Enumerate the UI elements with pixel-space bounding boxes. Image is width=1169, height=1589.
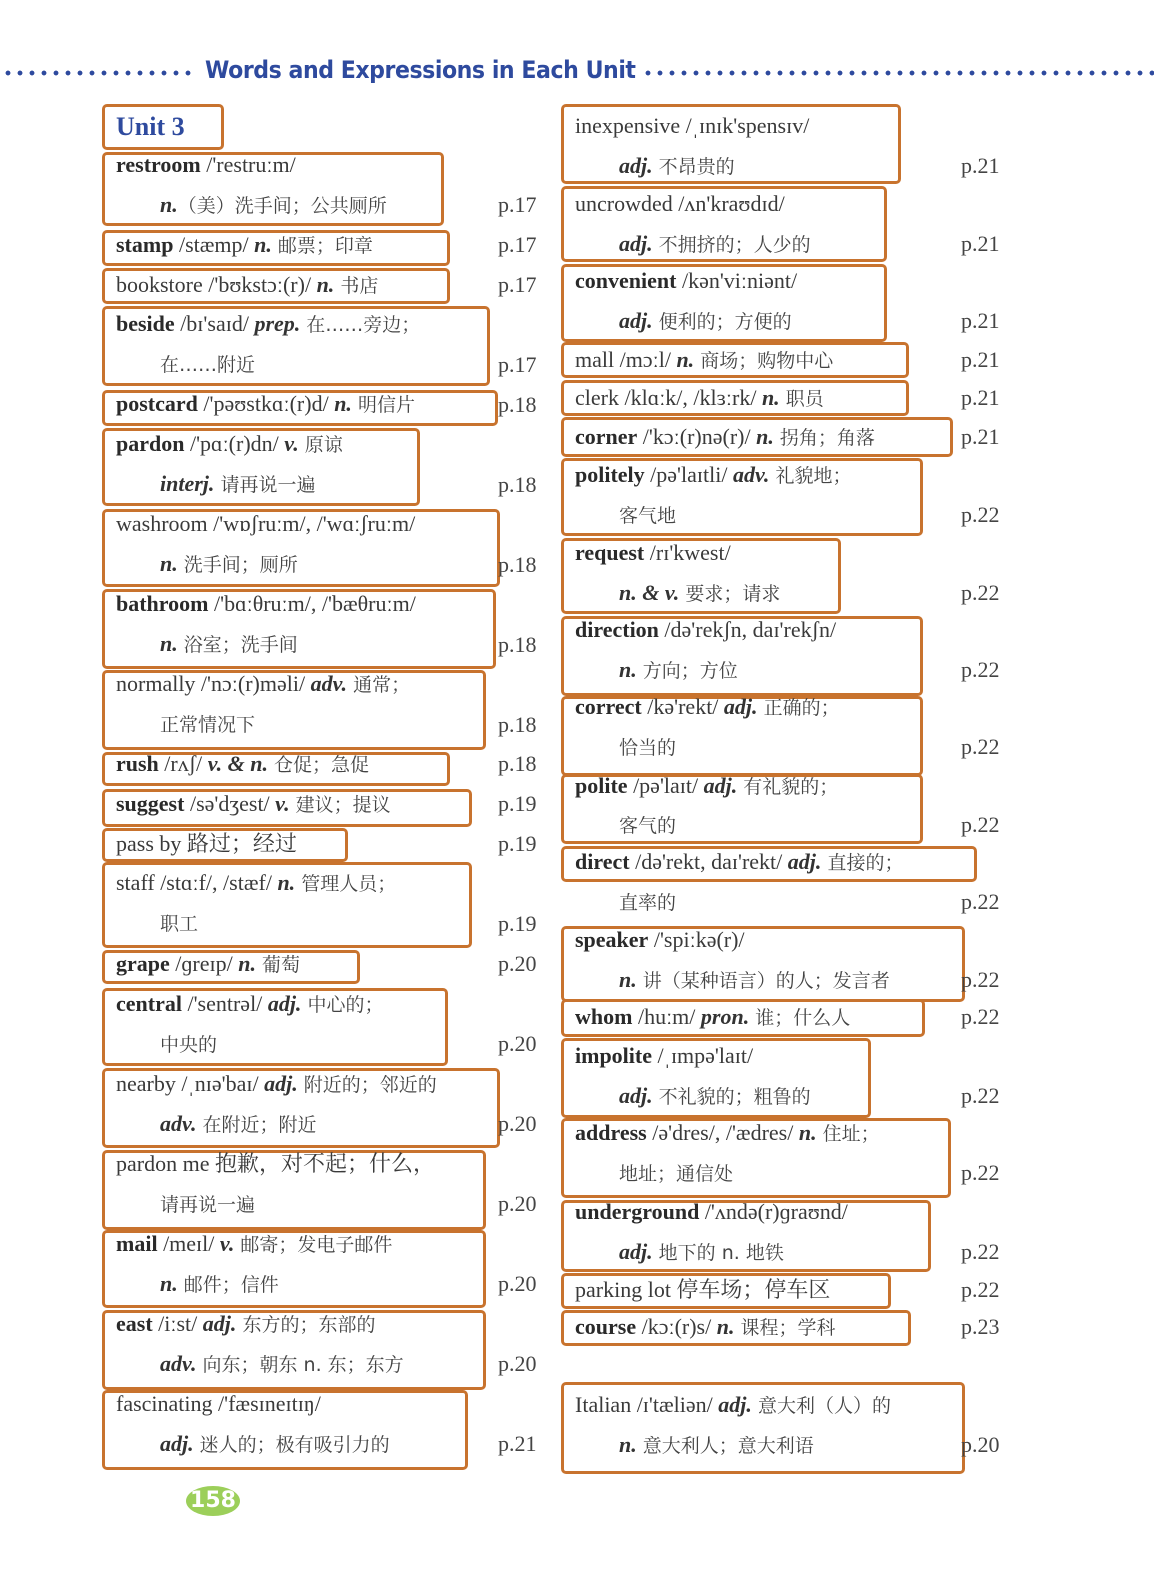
part-of-speech: adv. <box>160 1111 197 1136</box>
headword: convenient <box>575 268 677 293</box>
entry-definition-line <box>160 1431 390 1458</box>
page-reference: p.22 <box>961 1083 1000 1108</box>
entry-headword-line <box>116 232 373 259</box>
part-of-speech: adv. <box>160 1351 197 1376</box>
entry-headword-line <box>575 191 785 218</box>
part-of-speech: n. <box>160 1271 178 1296</box>
page-reference: p.18 <box>498 552 537 577</box>
pronunciation: /kən'viːniənt/ <box>676 268 798 293</box>
entry-headword-line <box>575 1043 753 1070</box>
headword: direction <box>575 617 659 642</box>
part-of-speech: adv. <box>732 462 770 487</box>
entry-headword-line <box>116 831 297 858</box>
entry-headword-line <box>116 791 391 818</box>
definition: 职员 <box>779 388 824 410</box>
page-reference: p.18 <box>498 751 537 776</box>
pronunciation: /meɪl/ <box>157 1231 220 1256</box>
page-reference: p.19 <box>498 911 537 936</box>
pronunciation: inexpensive /ˌɪnɪk'spensɪv/ <box>575 113 810 138</box>
pronunciation: normally /'nɔː(r)məli/ <box>116 671 311 696</box>
definition: 职工 <box>160 913 199 935</box>
section-header <box>0 56 1169 86</box>
entry-headword-line <box>116 511 415 538</box>
pronunciation: parking lot 停车场；停车区 <box>575 1277 831 1302</box>
headword: course <box>575 1314 637 1339</box>
entry-definition-line <box>160 1111 317 1138</box>
page-reference: p.19 <box>498 831 537 856</box>
entry-definition-line <box>619 580 780 607</box>
page-reference: p.20 <box>498 951 537 976</box>
page-reference: p.22 <box>961 657 1000 682</box>
page-reference: p.17 <box>498 192 537 217</box>
headword: east <box>116 1311 153 1336</box>
definition: 向东；朝东 n. 东；东方 <box>196 1354 404 1376</box>
definition: 原谅 <box>298 434 343 456</box>
part-of-speech: adj. <box>267 991 302 1016</box>
definition: 不昂贵的 <box>652 156 735 178</box>
page-reference: p.22 <box>961 502 1000 527</box>
definition: 意大利人；意大利语 <box>636 1435 814 1457</box>
entry-headword-line <box>116 1311 375 1338</box>
definition: 葡萄 <box>255 954 300 976</box>
entry-headword-line <box>575 268 797 295</box>
page-reference: p.18 <box>498 392 537 417</box>
pronunciation: /də'rekʃn, daɪ'rekʃn/ <box>658 617 837 642</box>
entry-headword-line <box>116 431 343 458</box>
pronunciation: /'restruːm/ <box>200 152 296 177</box>
part-of-speech: v. & n. <box>207 751 268 776</box>
definition: （美）洗手间；公共厕所 <box>177 195 387 217</box>
part-of-speech: n. <box>254 232 272 257</box>
entry-headword-line <box>116 951 300 978</box>
headword: mail <box>116 1231 158 1256</box>
entry-headword-line <box>575 849 903 876</box>
definition: 附近的；邻近的 <box>297 1074 437 1096</box>
definition: 中央的 <box>160 1034 218 1056</box>
part-of-speech: n. <box>798 1120 817 1145</box>
pronunciation: nearby /ˌnɪə'baɪ/ <box>116 1071 265 1096</box>
definition: 邮票；印章 <box>271 235 373 257</box>
pronunciation: pardon me 抱歉，对不起；什么， <box>116 1151 435 1176</box>
entry-headword-line <box>575 113 809 140</box>
page-reference: p.22 <box>961 1004 1000 1029</box>
pronunciation: washroom /'wɒʃruːm/, /'wɑːʃruːm/ <box>116 511 416 536</box>
page-reference: p.19 <box>498 791 537 816</box>
part-of-speech: prep. <box>254 311 301 336</box>
pronunciation: /iːst/ <box>152 1311 203 1336</box>
page-reference: p.22 <box>961 734 1000 759</box>
definition: 住址； <box>816 1123 880 1145</box>
definition: 地址；通信处 <box>619 1163 734 1185</box>
entry-headword-line <box>116 671 410 698</box>
definition: 直接的； <box>821 852 904 874</box>
pronunciation: /ə'dres/, /'ædres/ <box>646 1120 799 1145</box>
definition: 地下的 n. 地铁 <box>652 1242 784 1264</box>
entry-definition-line <box>619 502 676 529</box>
pronunciation: /kɔː(r)s/ <box>636 1314 717 1339</box>
section-title: Words and Expressions in Each Unit <box>205 56 636 84</box>
page-reference: p.21 <box>961 153 1000 178</box>
pronunciation: /'ʌndə(r)ɡraʊnd/ <box>699 1199 848 1224</box>
definition: 直率的 <box>619 892 677 914</box>
part-of-speech: adj. <box>160 1431 194 1456</box>
pronunciation: uncrowded /ʌn'kraʊdɪd/ <box>575 191 785 216</box>
page-reference: p.21 <box>961 347 1000 372</box>
pronunciation: /'pɑː(r)dn/ <box>184 431 285 456</box>
entry-definition-line <box>160 1031 217 1058</box>
entry-headword-line <box>116 272 378 299</box>
entry-headword-line <box>575 617 836 644</box>
definition: 邮寄；发电子邮件 <box>234 1234 393 1256</box>
page-reference: p.21 <box>498 1431 537 1456</box>
unit-label: Unit 3 <box>116 112 185 141</box>
pronunciation: /pə'laɪtli/ <box>644 462 733 487</box>
definition: 书店 <box>334 275 379 297</box>
entry-headword-line <box>575 694 840 721</box>
definition: 客气地 <box>619 505 677 527</box>
entry-definition-line <box>160 471 315 498</box>
page-reference: p.18 <box>498 712 537 737</box>
headword: impolite <box>575 1043 652 1068</box>
page-reference: p.18 <box>498 472 537 497</box>
page-reference: p.22 <box>961 812 1000 837</box>
entry-headword-line <box>116 870 396 897</box>
page-reference: p.18 <box>498 632 537 657</box>
entry-headword-line <box>116 152 296 179</box>
definition: 拐角；角落 <box>773 427 875 449</box>
entry-definition-line <box>619 308 792 335</box>
part-of-speech: n. <box>619 1432 637 1457</box>
pronunciation: bookstore /'bʊkstɔː(r)/ <box>116 272 317 297</box>
entry-headword-line <box>575 540 731 567</box>
part-of-speech: v. <box>219 1231 235 1256</box>
entry-definition-line <box>619 1083 811 1110</box>
page-reference: p.21 <box>961 308 1000 333</box>
part-of-speech: adj. <box>787 849 822 874</box>
definition: 方向；方位 <box>636 660 738 682</box>
entry-definition-line <box>160 351 255 378</box>
entry-definition-line <box>160 551 298 578</box>
pronunciation: /huːm/ <box>632 1004 701 1029</box>
headword: beside <box>116 311 175 336</box>
entry-definition-line <box>160 192 387 219</box>
entry-headword-line <box>116 1391 321 1418</box>
part-of-speech: adj. <box>723 694 758 719</box>
definition: 通常； <box>347 674 411 696</box>
definition: 管理人员； <box>295 873 397 895</box>
part-of-speech: adj. <box>619 153 653 178</box>
part-of-speech: v. <box>284 431 299 456</box>
page-reference: p.22 <box>961 967 1000 992</box>
page-reference: p.20 <box>498 1271 537 1296</box>
part-of-speech: adj. <box>264 1071 298 1096</box>
part-of-speech: adj. <box>703 773 738 798</box>
page-reference: p.22 <box>961 580 1000 605</box>
part-of-speech: v. <box>275 791 290 816</box>
headword: restroom <box>116 152 201 177</box>
pronunciation: /'pəʊstkɑː(r)d/ <box>197 391 335 416</box>
definition: 浴室；洗手间 <box>177 634 298 656</box>
pronunciation: /rʌʃ/ <box>158 751 208 776</box>
part-of-speech: n. & v. <box>619 580 680 605</box>
definition: 意大利（人）的 <box>751 1395 891 1417</box>
pronunciation: /kə'rekt/ <box>641 694 724 719</box>
pronunciation: fascinating /'fæsɪneɪtɪŋ/ <box>116 1391 321 1416</box>
entry-definition-line <box>619 153 735 180</box>
definition: 洗手间；厕所 <box>177 554 298 576</box>
entry-headword-line <box>116 1071 437 1098</box>
page-reference: p.20 <box>498 1351 537 1376</box>
definition: 在附近；附近 <box>196 1114 317 1136</box>
part-of-speech: n. <box>676 347 695 372</box>
entry-headword-line <box>116 751 369 778</box>
entry-headword-line <box>575 1004 850 1031</box>
headword: polite <box>575 773 628 798</box>
headword: whom <box>575 1004 633 1029</box>
headword: direct <box>575 849 630 874</box>
page-reference: p.20 <box>961 1432 1000 1457</box>
entry-headword-line <box>116 1231 392 1258</box>
entry-definition-line <box>160 1191 255 1218</box>
part-of-speech: n. <box>619 967 637 992</box>
page-reference: p.22 <box>961 889 1000 914</box>
definition: 不礼貌的；粗鲁的 <box>652 1086 811 1108</box>
pronunciation: /bɪ'saɪd/ <box>174 311 255 336</box>
pronunciation: staff /stɑːf/, /stæf/ <box>116 870 278 895</box>
definition: 中心的； <box>301 994 384 1016</box>
definition: 谁；什么人 <box>749 1007 851 1029</box>
definition: 请再说一遍 <box>160 1194 256 1216</box>
headword: politely <box>575 462 645 487</box>
headword: underground <box>575 1199 700 1224</box>
definition: 东方的；东部的 <box>236 1314 376 1336</box>
part-of-speech: n. <box>160 192 178 217</box>
entry-headword-line <box>575 1120 880 1147</box>
page-reference: p.20 <box>498 1111 537 1136</box>
page-reference: p.20 <box>498 1191 537 1216</box>
part-of-speech: adj. <box>202 1311 237 1336</box>
entry-definition-line <box>160 910 198 937</box>
page-reference: p.17 <box>498 232 537 257</box>
part-of-speech: pron. <box>700 1004 750 1029</box>
entry-headword-line <box>575 385 824 412</box>
headword: correct <box>575 694 642 719</box>
part-of-speech: adj. <box>619 308 653 333</box>
entry-headword-line <box>575 1314 836 1341</box>
entry-headword-line <box>575 347 833 374</box>
page-reference: p.22 <box>961 1160 1000 1185</box>
page-reference: p.21 <box>961 385 1000 410</box>
pronunciation: /'bɑːθruːm/, /'bæθruːm/ <box>208 591 416 616</box>
headword: pardon <box>116 431 185 456</box>
entry-headword-line <box>116 1151 435 1178</box>
definition: 要求；请求 <box>679 583 781 605</box>
pronunciation: /rɪ'kwest/ <box>644 540 731 565</box>
pronunciation: /pə'laɪt/ <box>627 773 704 798</box>
entry-definition-line <box>619 231 811 258</box>
entry-headword-line <box>575 1277 830 1304</box>
page-reference: p.17 <box>498 272 537 297</box>
definition: 仓促；急促 <box>267 754 370 776</box>
dotted-rule-right <box>642 70 1154 76</box>
pronunciation: /də'rekt, daɪ'rekt/ <box>629 849 788 874</box>
entry-definition-line <box>160 631 298 658</box>
entry-headword-line <box>575 424 875 451</box>
part-of-speech: adj. <box>619 1083 653 1108</box>
definition: 便利的；方便的 <box>652 311 792 333</box>
definition: 商场；购物中心 <box>694 350 834 372</box>
part-of-speech: adj. <box>718 1392 752 1417</box>
entry-definition-line <box>160 1271 279 1298</box>
page-reference: p.17 <box>498 352 537 377</box>
entry-headword-line <box>575 462 851 489</box>
headword: address <box>575 1120 647 1145</box>
headword: stamp <box>116 232 174 257</box>
pronunciation: mall /mɔːl/ <box>575 347 677 372</box>
definition: 建议；提议 <box>289 794 391 816</box>
definition: 在……旁边； <box>300 314 421 336</box>
definition: 正确的； <box>757 697 840 719</box>
headword: central <box>116 991 182 1016</box>
definition: 迷人的；极有吸引力的 <box>193 1434 390 1456</box>
definition: 礼貌地； <box>769 465 852 487</box>
dotted-rule-left <box>2 70 196 76</box>
part-of-speech: interj. <box>160 471 215 496</box>
part-of-speech: n. <box>238 951 256 976</box>
definition: 不拥挤的；人少的 <box>652 234 811 256</box>
definition: 正常情况下 <box>160 714 256 736</box>
entry-headword-line <box>116 311 420 338</box>
page-reference: p.21 <box>961 424 1000 449</box>
entry-definition-line <box>160 1351 404 1378</box>
pronunciation: clerk /klɑːk/, /klɜːrk/ <box>575 385 762 410</box>
definition: 请再说一遍 <box>214 474 316 496</box>
entry-definition-line <box>619 734 676 761</box>
part-of-speech: adj. <box>619 231 653 256</box>
entry-headword-line <box>116 991 383 1018</box>
definition: 在……附近 <box>160 354 256 376</box>
part-of-speech: n. <box>761 385 780 410</box>
pronunciation: /ˌɪmpə'laɪt/ <box>652 1043 754 1068</box>
page-number-badge: 158 <box>186 1486 240 1516</box>
definition: 恰当的 <box>619 737 677 759</box>
entry-definition-line <box>619 889 676 916</box>
pronunciation: pass by 路过；经过 <box>116 831 297 856</box>
entry-headword-line <box>116 591 416 618</box>
part-of-speech: n. <box>316 272 335 297</box>
headword: rush <box>116 751 159 776</box>
entry-definition-line <box>619 1432 814 1459</box>
entry-headword-line <box>575 927 745 954</box>
page-reference: p.22 <box>961 1239 1000 1264</box>
headword: request <box>575 540 645 565</box>
headword: corner <box>575 424 638 449</box>
definition: 邮件；信件 <box>177 1274 279 1296</box>
part-of-speech: n. <box>334 391 352 416</box>
pronunciation: /'sentrəl/ <box>181 991 268 1016</box>
entry-definition-line <box>619 967 890 994</box>
part-of-speech: n. <box>619 657 637 682</box>
definition: 客气的 <box>619 815 677 837</box>
part-of-speech: n. <box>756 424 774 449</box>
pronunciation: /'kɔː(r)nə(r)/ <box>637 424 757 449</box>
entry-definition-line <box>619 1160 733 1187</box>
page-reference: p.22 <box>961 1277 1000 1302</box>
entry-definition-line <box>619 1239 784 1266</box>
part-of-speech: adv. <box>310 671 348 696</box>
definition: 有礼貌的； <box>737 776 839 798</box>
part-of-speech: n. <box>277 870 296 895</box>
pronunciation: /'spiːkə(r)/ <box>648 927 745 952</box>
pronunciation: Italian /ɪ'tæliən/ <box>575 1392 719 1417</box>
part-of-speech: n. <box>160 631 178 656</box>
headword: speaker <box>575 927 649 952</box>
page-reference: p.20 <box>498 1031 537 1056</box>
entry-definition-line <box>619 657 738 684</box>
headword: suggest <box>116 791 185 816</box>
part-of-speech: n. <box>716 1314 735 1339</box>
headword: postcard <box>116 391 198 416</box>
definition: 课程；学科 <box>734 1317 836 1339</box>
entry-headword-line <box>116 391 415 418</box>
pronunciation: /sə'dʒest/ <box>184 791 276 816</box>
pronunciation: /ɡreɪp/ <box>169 951 239 976</box>
part-of-speech: adj. <box>619 1239 653 1264</box>
definition: 讲（某种语言）的人；发言者 <box>636 970 890 992</box>
entry-headword-line <box>575 1392 891 1419</box>
entry-headword-line <box>575 773 838 800</box>
entry-headword-line <box>575 1199 848 1226</box>
page-reference: p.21 <box>961 231 1000 256</box>
entry-definition-line <box>619 812 676 839</box>
headword: grape <box>116 951 170 976</box>
definition: 明信片 <box>351 394 415 416</box>
part-of-speech: n. <box>160 551 178 576</box>
page-reference: p.23 <box>961 1314 1000 1339</box>
pronunciation: /stæmp/ <box>173 232 255 257</box>
headword: bathroom <box>116 591 209 616</box>
entry-definition-line <box>160 711 255 738</box>
